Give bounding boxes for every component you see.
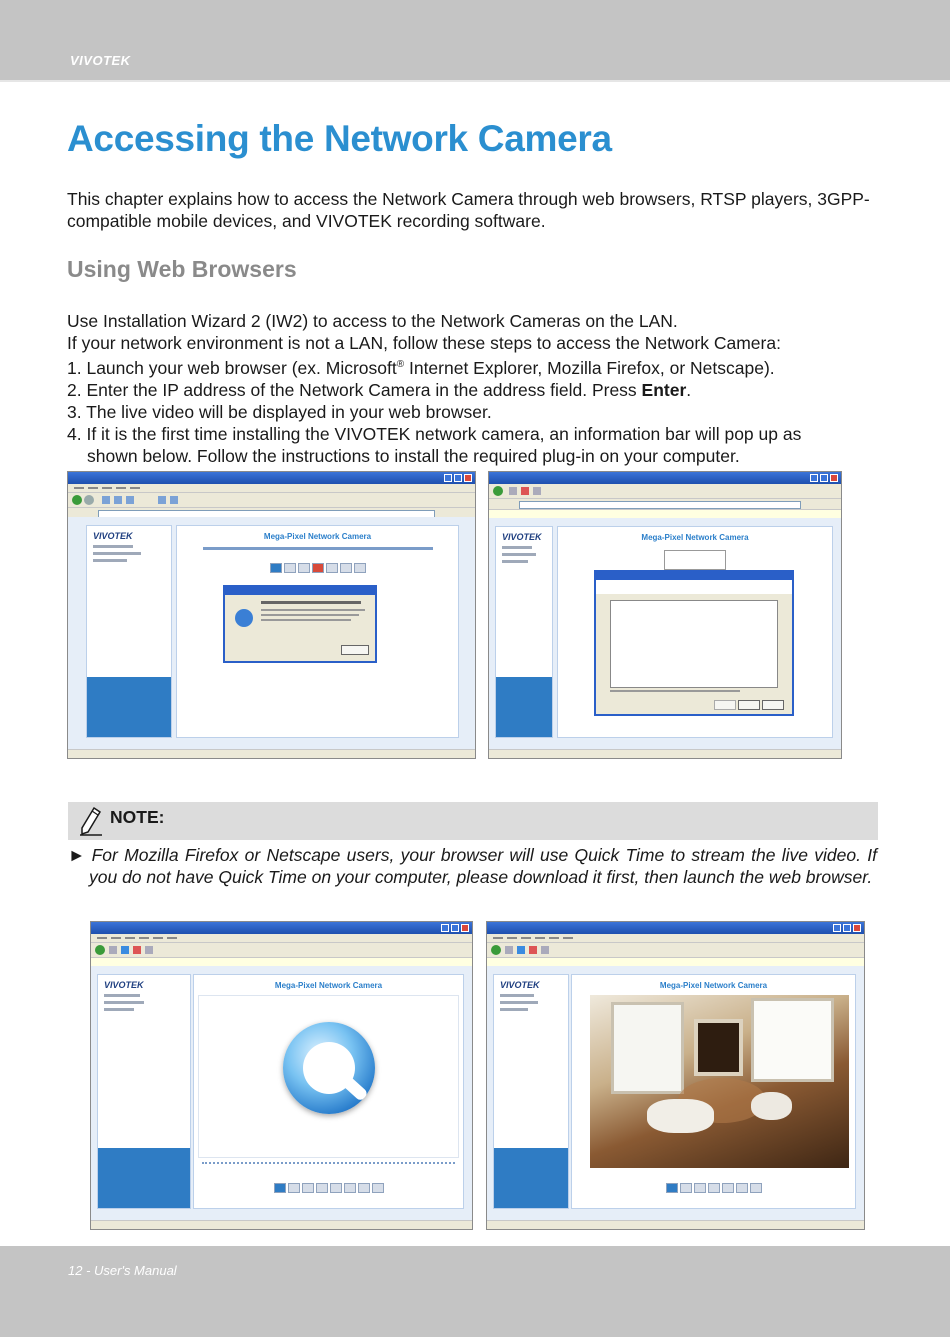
camera-page [487, 966, 864, 1221]
quicktime-logo-icon [283, 1022, 375, 1114]
camera-page-title: Mega-Pixel Network Camera [274, 981, 383, 990]
quicktime-player-area [198, 995, 459, 1158]
note-body: For Mozilla Firefox or Netscape users, your browser will use Quick Time to stream the live video. If you do not have Quick Time on your computer, please download it first, then launch the web browser. [89, 845, 877, 887]
camera-page-title: Mega-Pixel Network Camera [659, 981, 768, 990]
camera-sidebar [493, 974, 569, 1209]
vivotek-logo: VIVOTEK [502, 532, 542, 542]
header-divider [0, 80, 950, 82]
window-titlebar [91, 922, 472, 934]
step-1: 1. Launch your web browser (ex. Microsoft® Internet Explorer, Mozilla Firefox, or Netscape). [67, 357, 775, 378]
intro-paragraph: This chapter explains how to access the Network Camera through web browsers, RTSP players, 3GPP-compatible mobile devices, and VIVOTEK recording software. [67, 189, 870, 231]
browser-toolbar [91, 943, 472, 958]
sidebar-footer [87, 677, 171, 737]
step-4: 4. If it is the first time installing the VIVOTEK network camera, an information bar will pop up as [67, 423, 802, 444]
step-4-continued: shown below. Follow the instructions to install the required plug-in on your computer. [87, 445, 740, 466]
note-label: NOTE: [110, 807, 165, 827]
status-bar [487, 1220, 864, 1229]
pencil-icon [78, 806, 104, 836]
vivotek-logo: VIVOTEK [93, 531, 133, 541]
instruction-line: Use Installation Wizard 2 (IW2) to access to the Network Cameras on the LAN. [67, 311, 678, 331]
live-video-image [590, 995, 849, 1168]
camera-page [91, 966, 472, 1221]
sidebar-footer [494, 1148, 568, 1208]
header-brand: VIVOTEK [70, 53, 131, 68]
camera-sidebar [97, 974, 191, 1209]
window-titlebar [68, 472, 475, 484]
note-bar [68, 802, 878, 840]
menu-bar [91, 934, 472, 943]
camera-page [489, 518, 841, 750]
page-title: Accessing the Network Camera [67, 118, 612, 159]
camera-page-title: Mega-Pixel Network Camera [263, 532, 372, 541]
information-bar-dialog [223, 585, 377, 663]
screenshot-ie-information-bar [67, 471, 476, 759]
status-bar [91, 1220, 472, 1229]
menu-bar [68, 484, 475, 493]
note-bullet: ► [68, 845, 86, 865]
step-2: 2. Enter the IP address of the Network Camera in the address field. Press Enter. [67, 379, 692, 400]
camera-sidebar [495, 526, 553, 738]
address-bar [489, 499, 841, 510]
window-titlebar [489, 472, 841, 484]
vivotek-logo: VIVOTEK [500, 980, 540, 990]
step-3: 3. The live video will be displayed in your web browser. [67, 401, 492, 422]
vivotek-logo: VIVOTEK [104, 980, 144, 990]
sidebar-footer [496, 677, 552, 737]
browser-toolbar [68, 493, 475, 508]
instructions [67, 310, 887, 467]
screenshot-plugin-install [488, 471, 842, 759]
status-bar [489, 749, 841, 758]
window-titlebar [487, 922, 864, 934]
sidebar-footer [98, 1148, 190, 1208]
camera-main-pane [193, 974, 464, 1209]
screenshot-firefox-live-video [486, 921, 865, 1230]
note-text [68, 844, 877, 888]
status-bar [68, 749, 475, 758]
camera-main-pane [571, 974, 856, 1209]
camera-page [68, 517, 475, 750]
section-title: Using Web Browsers [67, 256, 297, 282]
browser-toolbar [487, 943, 864, 958]
camera-page-title: Mega-Pixel Network Camera [641, 533, 749, 542]
menu-bar [487, 934, 864, 943]
browser-toolbar [489, 484, 841, 499]
plugin-finder-dialog [594, 570, 794, 716]
instruction-line: If your network environment is not a LAN, follow these steps to access the Network Camera: [67, 333, 781, 353]
screenshot-firefox-quicktime [90, 921, 473, 1230]
camera-sidebar [86, 525, 172, 738]
footer-band [0, 1246, 950, 1337]
header-band [0, 0, 950, 80]
footer-page-number: 12 - User's Manual [68, 1263, 177, 1278]
